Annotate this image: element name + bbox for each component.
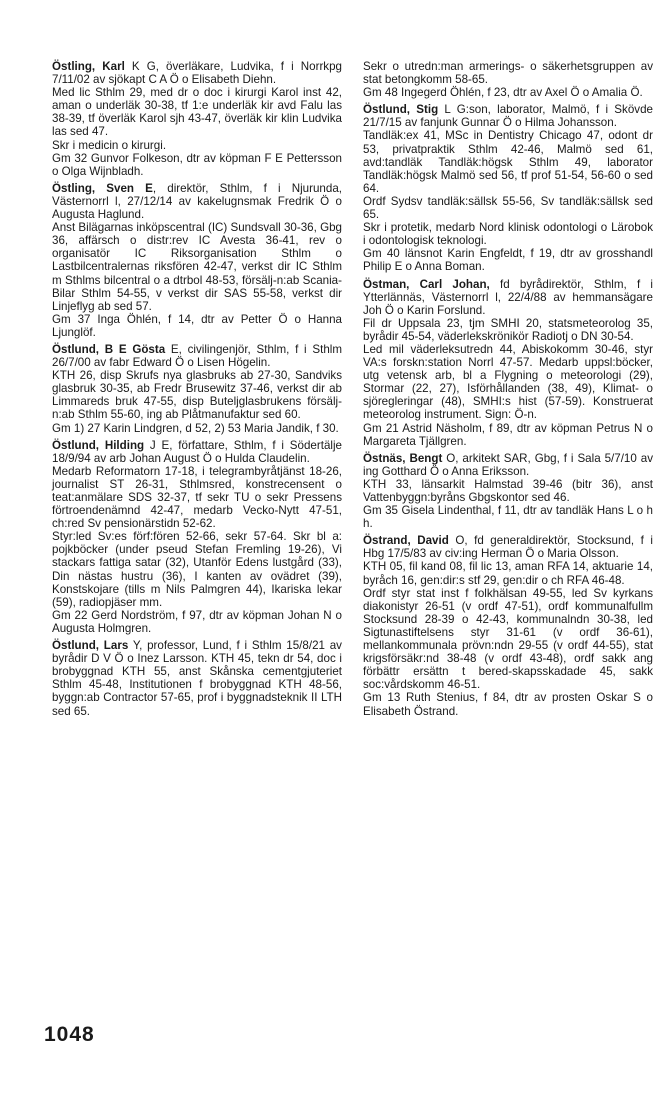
entry-text: Anst Bilägarnas inköpscentral (IC) Sundsvall 30-36, Gbg 36, affärsch o distr:rev IC Avesta 36-41, rev o organisatör IC Riksorganisation Sthlm o Lastbilcentralernas riksfören 42-47, verkst dir IC Sthlm m Sthlms bilcentral o a dtrbol 48-53, försälj-n:ab Scania-Bilar Sthlm 54-55, v verkst dir SAS 55-58, verkst dir Linjeflyg ab sed 57. xyxy=(52,221,342,313)
entry-text: , direktör, Sthlm, f i Njurunda, Västernorrl l, 27/12/14 av kakelugnsmak Fredrik Ö o Augusta Haglund. xyxy=(52,181,342,222)
entry-paragraph xyxy=(52,313,342,339)
entry-text: O, arkitekt SAR, Gbg, f i Sala 5/7/10 av ing Gotthard Ö o Anna Eriksson. xyxy=(363,451,653,478)
entry-text: Gm 48 Ingegerd Öhlén, f 23, dtr av Axel Ö o Amalia Ö. xyxy=(363,86,643,100)
entry-text: Gm 21 Astrid Näsholm, f 89, dtr av köpman Petrus N o Margareta Tjällgren. xyxy=(363,421,653,448)
entry-text: Y, professor, Lund, f i Sthlm 15/8/21 av byrådir D V Ö o Inez Larsson. KTH 45, tekn dr 54, doc i brobyggnad KTH 55, anst Skånska cementgjuteriet Sthlm 45-48, Institutionen f brobyggnad KTH 48-56, byggn:ab Contractor 57-65, prof i byggnadsteknik II LTH sed 65. xyxy=(52,639,342,718)
entry-text: Tandläk:ex 41, MSc in Dentistry Chicago 47, odont dr 53, privatpraktik Sthlm 42-46, Malmö sed 61, avd:tandläk Tandläk:högsk Sthlm 49, laborator Tandläk:högsk Malmö sed 56, tf prof 51-54, 56-60 o sed 64. xyxy=(363,129,653,195)
entry-paragraph xyxy=(363,534,653,560)
entry-text: O, fd generaldirektör, Stocksund, f i Hbg 17/5/83 av civ:ing Herman Ö o Maria Olsson. xyxy=(363,534,653,561)
entry-paragraph xyxy=(52,60,342,86)
entry-text: Gm 1) 27 Karin Lindgren, d 52, 2) 53 Maria Jandik, f 30. xyxy=(52,421,339,435)
biography-entry xyxy=(52,439,342,635)
entry-text: Ordf styr stat inst f folkhälsan 49-55, led Sv kyrkans diakonistyr 26-51 (v ordf 47-51), ordf kommunalfullm Stocksund 28-39 o 42-43, kommunalndn 30-38, led Sigtunastiftelsens styr 31-61 (v ordf 36-61), mellankommunala prövn:ndn 29-55 (v ordf 44-55), stat krigsförsäkr:nd 38-48 (v ordf 43-48), ordf sakk ang förbättr ersättn t bered-skapsskadade 45, sakk soc:vårdskomm 46-51. xyxy=(363,586,653,692)
entry-paragraph xyxy=(363,452,653,478)
entry-name: Östnäs, Bengt xyxy=(363,451,443,465)
entry-text: K G, överläkare, Ludvika, f i Norrkpg 7/11/02 av sjökapt C A Ö o Elisabeth Diehn. xyxy=(52,60,342,87)
entry-paragraph xyxy=(52,139,342,152)
entry-text: L G:son, laborator, Malmö, f i Skövde 21/7/15 av fanjunk Gunnar Ö o Hilma Johansson. xyxy=(363,103,653,130)
entry-paragraph xyxy=(52,86,342,138)
biography-entry xyxy=(363,278,653,448)
entry-text: Styr:led Sv:es förf:fören 52-66, sekr 57-64. Skr bl a: pojkböcker (under pseud Stefan Fremling 19-26), Vi stackars fattiga satar (32), Utanför Edens lustgård (33), Din nästas hustru (36), I kanten av ovädret (39), Konstskojare (tills m Nils Palmgren 44), Ikariska lekar (59), radiopjäser mm. xyxy=(52,530,342,609)
entry-text: fd byrådirektör, Sthlm, f i Ytterlännäs, Västernorrl l, 22/4/88 av hemmansägare Joh Ö o Karin Forslund. xyxy=(363,277,653,317)
entry-name: Östling, Karl xyxy=(52,60,125,73)
entry-paragraph xyxy=(52,369,342,421)
entry-paragraph xyxy=(363,422,653,448)
biography-entry xyxy=(52,343,342,435)
entry-paragraph xyxy=(52,609,342,635)
entry-text: Sekr o utredn:man armerings- o säkerhetsgruppen av stat betongkomm 58-65. xyxy=(363,60,653,87)
biography-entry xyxy=(363,103,653,273)
entry-paragraph xyxy=(52,439,342,465)
biography-entry xyxy=(52,60,342,178)
entry-text: KTH 26, disp Skrufs nya glasbruks ab 27-30, Sandviks glasbruk 30-35, ab Fredr Brusewitz 37-46, verkst dir ab Limmareds bruk 47-55, disp Buteljglasbrukens försälj-n:ab Sthlm 55-60, ing ab Plåtmanufaktur sed 60. xyxy=(52,369,342,422)
entry-paragraph xyxy=(363,86,653,99)
page-number: 1048 xyxy=(44,1023,95,1046)
entry-paragraph xyxy=(363,129,653,194)
left-column xyxy=(52,60,342,722)
entry-paragraph xyxy=(363,221,653,247)
entry-paragraph xyxy=(52,422,342,435)
entry-paragraph xyxy=(363,247,653,273)
entry-paragraph xyxy=(52,530,342,609)
entry-text: Gm 32 Gunvor Folkeson, dtr av köpman F E Pettersson o Olga Wijnbladh. xyxy=(52,151,342,178)
entry-text: Med lic Sthlm 29, med dr o doc i kirurgi Karol inst 42, aman o underläk 30-38, tf 1:e underläk kir avd Falu las 38-39, tf överläk Karol sjh 43-47, överläk kir klin Ludvika las sed 47. xyxy=(52,86,342,139)
entry-paragraph xyxy=(363,103,653,129)
right-column xyxy=(363,60,653,722)
entry-paragraph xyxy=(363,317,653,343)
entry-text: Gm 35 Gisela Lindenthal, f 11, dtr av tandläk Hans L o h h. xyxy=(363,504,653,531)
biography-entry xyxy=(363,452,653,531)
entry-name: Östlund, B E Gösta xyxy=(52,342,166,356)
entry-paragraph xyxy=(363,478,653,504)
entry-name: Östlund, Hilding xyxy=(52,438,145,452)
entry-paragraph xyxy=(52,343,342,369)
entry-paragraph xyxy=(52,152,342,178)
entry-text: Gm 13 Ruth Stenius, f 84, dtr av prosten Oskar S o Elisabeth Östrand. xyxy=(363,691,653,718)
biography-entry xyxy=(363,534,653,717)
entry-paragraph xyxy=(363,343,653,422)
biography-entry xyxy=(363,60,653,99)
biography-entry xyxy=(52,639,342,718)
entry-text: J E, författare, Sthlm, f i Södertälje 18/9/94 av arb Johan August Ö o Hulda Claudelin. xyxy=(52,438,342,465)
entry-text: Medarb Reformatorn 17-18, i telegrambyråtjänst 18-26, journalist ST 26-31, Sthlmsred, konstrecensent o teat:anmälare SDS 32-37, tf sekr TU o sekr Pressens förtroendenämnd 42-47, medarb Vecko-Nytt 47-51, ch:red Sv pensionärstidn 52-62. xyxy=(52,464,342,531)
entry-paragraph xyxy=(363,278,653,317)
entry-paragraph xyxy=(52,465,342,530)
entry-text: E, civilingenjör, Sthlm, f i Sthlm 26/7/00 av fabr Edward Ö o Lisen Högelin. xyxy=(52,342,342,370)
entry-paragraph xyxy=(52,639,342,718)
entry-paragraph xyxy=(363,195,653,221)
entry-name: Östman, Carl Johan, xyxy=(363,277,490,291)
entry-name: Östlund, Lars xyxy=(52,639,129,653)
entry-text: Skr i protetik, medarb Nord klinisk odontologi o Lärobok i odontologisk teknologi. xyxy=(363,221,653,248)
entry-text: Led mil väderleksutredn 44, Abiskokomm 30-46, styr VA:s forskn:station Norrl 47-57. Medarb uppsl:böcker, utg vetensk arb, bl a Flygning o meteorologi (29), Stormar (22, 27), Isförhållanden (38, 49), Klimat- o sjöregleringar (48), SMHI:s hist (57-59). Konstruerat meteorolog instrument. Sign: Ö-n. xyxy=(363,342,653,422)
entry-paragraph xyxy=(363,587,653,692)
entry-paragraph xyxy=(52,182,342,221)
entry-text: Skr i medicin o kirurgi. xyxy=(52,138,167,152)
entry-text: Fil dr Uppsala 23, tjm SMHI 20, statsmeteorolog 35, byrådir 45-54, väderlekskrönikör Radiotj o DN 30-54. xyxy=(363,316,653,343)
entry-paragraph xyxy=(363,691,653,717)
entry-name: Östrand, David xyxy=(363,534,449,548)
entry-paragraph xyxy=(363,60,653,86)
entry-text: Gm 40 länsnot Karin Engfeldt, f 19, dtr av grosshandl Philip E o Anna Boman. xyxy=(363,247,653,274)
entry-paragraph xyxy=(52,221,342,313)
entry-text: KTH 33, länsarkit Halmstad 39-46 (bitr 36), anst Vattenbyggn:byråns Gbgskontor sed 46. xyxy=(363,477,653,504)
entry-paragraph xyxy=(363,504,653,530)
entry-paragraph xyxy=(363,560,653,586)
entry-text: Gm 37 Inga Öhlén, f 14, dtr av Petter Ö o Hanna Ljunglöf. xyxy=(52,312,342,339)
entry-text: KTH 05, fil kand 08, fil lic 13, aman RFA 14, aktuarie 14, byråch 16, gen:dir:s stf 29, gen:dir o ch RFA 46-48. xyxy=(363,560,653,587)
entry-name: Östlund, Stig xyxy=(363,103,439,117)
entry-name: Östling, Sven E xyxy=(52,181,153,195)
biography-entry xyxy=(52,182,342,339)
entry-text: Gm 22 Gerd Nordström, f 97, dtr av köpman Johan N o Augusta Holmgren. xyxy=(52,608,342,635)
entry-text: Ordf Sydsv tandläk:sällsk 55-56, Sv tandläk:sällsk sed 65. xyxy=(363,194,653,222)
